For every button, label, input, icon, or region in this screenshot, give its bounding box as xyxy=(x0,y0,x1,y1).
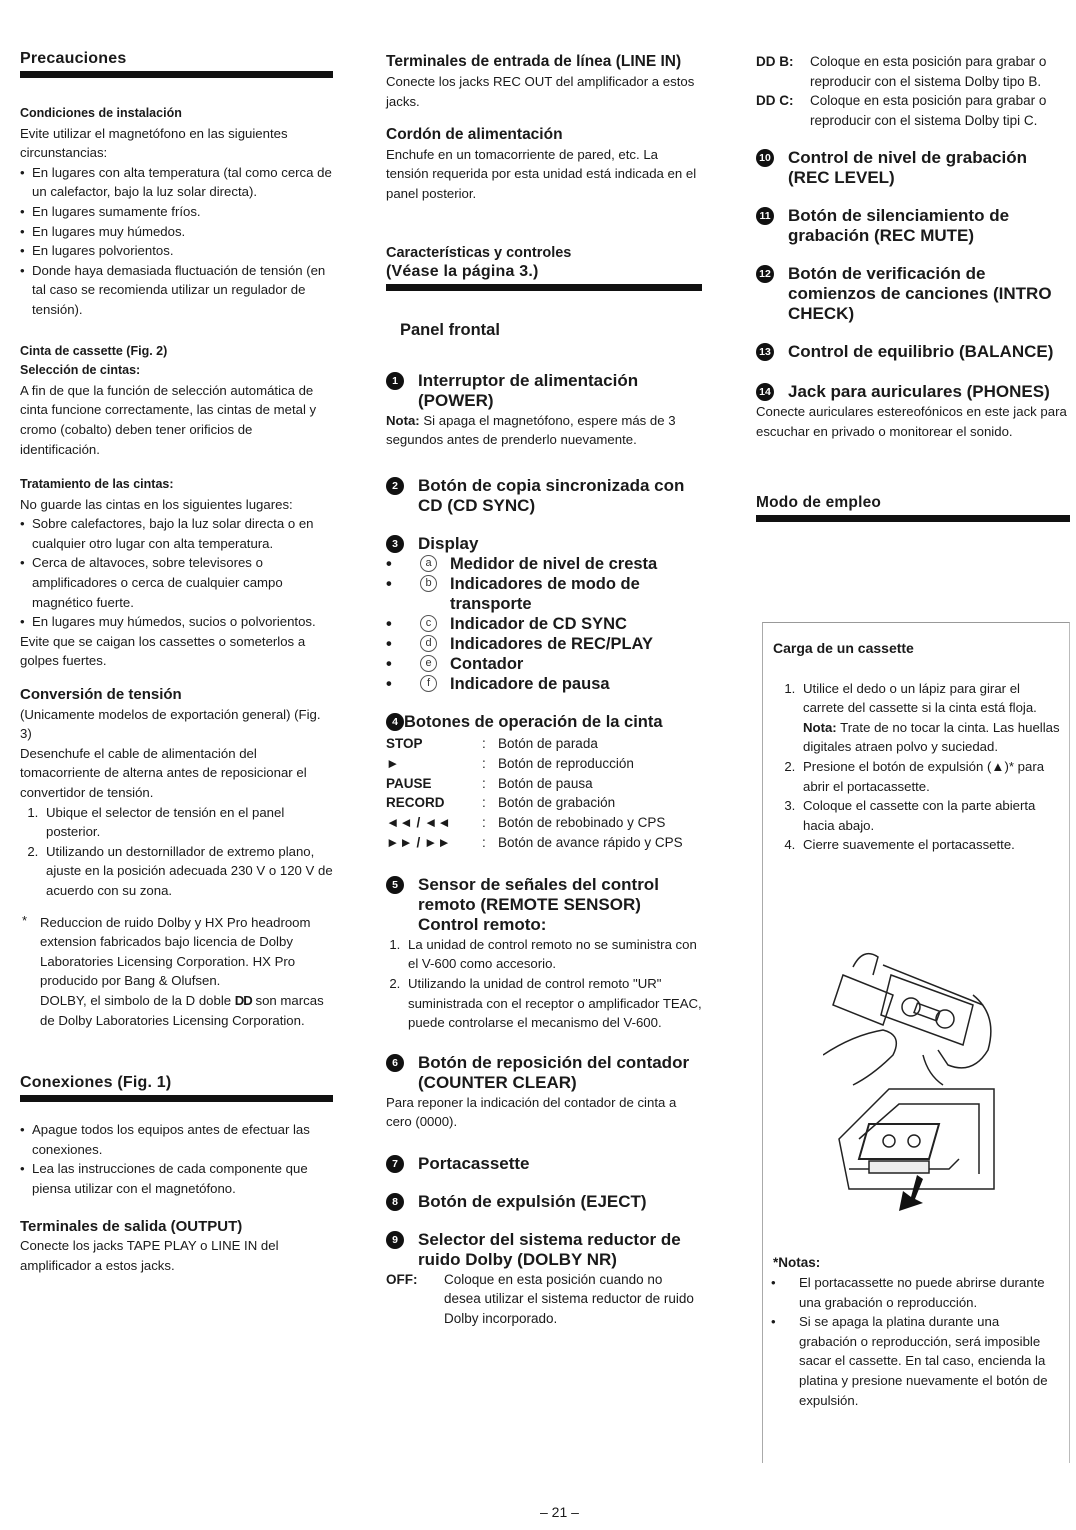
section-title-precauciones: Precauciones xyxy=(20,50,333,78)
dolby-logo-icon: DD xyxy=(234,992,252,1008)
section-title-conexiones: Conexiones (Fig. 1) xyxy=(20,1074,333,1102)
display-item xyxy=(386,574,702,614)
item-number-badge: 4 xyxy=(386,713,404,731)
dolby-off-row xyxy=(386,1270,702,1329)
item-portacassette xyxy=(386,1154,702,1174)
list-item: • En lugares polvorientos. xyxy=(20,241,333,261)
item-display xyxy=(386,534,702,554)
tratamiento-end: Evite que se caigan los cassettes o someterlos a golpes fuertes. xyxy=(20,633,306,669)
subheading-linein: Terminales de entrada de línea (LINE IN) xyxy=(386,53,682,70)
key-name: RECORD xyxy=(386,795,445,811)
list-item: • En lugares muy húmedos, sucios o polvorientos. xyxy=(20,612,333,632)
list-item: 2. Utilizando la unidad de control remoto "UR" suministrada con el receptor o amplificador TEAC, puede controlarse el mecanismo del V-600. xyxy=(404,974,702,1033)
item-number-badge: 6 xyxy=(386,1054,404,1072)
list-item: • Si se apaga la platina durante una grabación o reproducción, será imposible sacar el cassette. En tal caso, encienda la platina y presione nuevamente el botón de expulsión. xyxy=(771,1312,1057,1410)
option-text: Coloque en esta posición para grabar o reproducir con el sistema Dolby tipi C. xyxy=(810,93,1047,128)
item-number-badge: 14 xyxy=(756,383,774,401)
item-title: Selector del sistema reductor de ruido Dolby (DOLBY NR) xyxy=(418,1229,681,1269)
list-item: 4. Cierre suavemente el portacassette. xyxy=(799,835,1061,855)
display-item-label: Contador xyxy=(450,654,524,673)
key-desc: Botón de avance rápido y CPS xyxy=(498,834,683,850)
column-2 xyxy=(386,0,702,1329)
table-row xyxy=(386,813,683,833)
item-number-badge: 10 xyxy=(756,149,774,167)
option-key: DD B: xyxy=(756,54,794,69)
dolby-b-row xyxy=(756,52,1070,91)
conversion-steps xyxy=(20,803,333,901)
list-item xyxy=(799,679,1061,757)
circled-letter: • a xyxy=(420,555,437,572)
display-item-label: Medidor de nivel de cresta xyxy=(450,554,658,573)
footnote-star: * xyxy=(22,912,28,928)
dolby-note-2a: DOLBY, el simbolo de la D doble xyxy=(40,992,232,1008)
circled-letter: • f xyxy=(420,675,437,692)
item-title: Control de nivel de grabación (REC LEVEL) xyxy=(788,148,1027,188)
item-balance xyxy=(756,342,1070,362)
list-item: • Sobre calefactores, bajo la luz solar directa o en cualquier otro lugar con alta temperatura. xyxy=(20,514,333,553)
dolby-footnote xyxy=(20,913,333,1031)
key-desc: Botón de pausa xyxy=(498,775,593,791)
item-rec-mute xyxy=(756,206,1070,246)
cassette-winding-illustration xyxy=(823,935,1003,1095)
caract-title-2: (Véase la página 3.) xyxy=(386,263,702,291)
subheading-tratamiento: Tratamiento de las cintas: xyxy=(20,477,174,492)
table-row xyxy=(386,754,683,774)
list-item: 3. Coloque el cassette con la parte abierta hacia abajo. xyxy=(799,796,1061,835)
notas-list xyxy=(771,1273,1057,1410)
list-item: • En lugares sumamente fríos. xyxy=(20,202,333,222)
subheading-seleccion: Selección de cintas: xyxy=(20,363,141,378)
list-item: • Cerca de altavoces, sobre televisores o amplificadores o cerca de cualquier campo magnético fuerte. xyxy=(20,553,333,612)
subheading-cordon: Cordón de alimentación xyxy=(386,126,563,144)
step-text: Utilice el dedo o un lápiz para girar el carrete del cassette si la cinta está floja. xyxy=(803,680,1037,716)
key-sep: : xyxy=(482,795,486,811)
display-item-label: Indicadore de pausa xyxy=(450,674,610,693)
list-item: 2. Presione el botón de expulsión (▲)* para abrir el portacassette. xyxy=(799,757,1061,796)
circled-letter: • d xyxy=(420,635,437,652)
display-sublist xyxy=(386,554,702,694)
section-title-modo: Modo de empleo xyxy=(756,494,1070,522)
instalacion-list xyxy=(20,163,333,320)
option-text: Coloque en esta posición cuando no desea utilizar el sistema reductor de ruido Dolby incorporado. xyxy=(444,1271,694,1327)
item-number-badge: 9 xyxy=(386,1231,404,1249)
column-1 xyxy=(20,0,333,1275)
panel-frontal-title: Panel frontal xyxy=(400,321,500,340)
key-sep: : xyxy=(482,815,486,831)
notas-title: *Notas: xyxy=(773,1255,821,1270)
key-sep: : xyxy=(482,735,486,751)
table-row xyxy=(386,734,683,754)
item-number-badge: 13 xyxy=(756,343,774,361)
instalacion-intro: Evite utilizar el magnetófono en las siguientes circunstancias: xyxy=(20,125,288,161)
item-title: Portacassette xyxy=(418,1153,530,1173)
cordon-text: Enchufe en un tomacorriente de pared, etc. La tensión requerida por esta unidad está indicada en el panel posterior. xyxy=(386,146,697,201)
item-title: Botón de reposición del contador (COUNTER CLEAR) xyxy=(418,1052,690,1092)
item-phones xyxy=(756,382,1070,402)
output-text: Conecte los jacks TAPE PLAY o LINE IN del amplificador a estos jacks. xyxy=(20,1238,279,1273)
key-desc: Botón de parada xyxy=(498,735,598,751)
conversion-text: Desenchufe el cable de alimentación del tomacorriente de alterna antes de reposicionar el convertidor de tensión. xyxy=(20,745,307,800)
item-number-badge: 8 xyxy=(386,1193,404,1211)
item-number-badge: 5 xyxy=(386,876,404,894)
display-item-label: Indicadores de REC/PLAY xyxy=(450,634,653,653)
seleccion-text: A fin de que la función de selección automática de cinta funcione correctamente, las cintas de metal y cromo (cobalto) deben tener orificios de identificación. xyxy=(20,382,317,457)
item-title: Botón de silenciamiento de grabación (REC MUTE) xyxy=(788,206,1010,246)
key-name: ► xyxy=(386,755,400,771)
remote-steps xyxy=(386,935,702,1033)
cassette-insert-illustration xyxy=(829,1079,999,1219)
item-intro-check xyxy=(756,264,1070,324)
key-sep: : xyxy=(482,755,486,771)
item-title: Sensor de señales del control remoto (REMOTE SENSOR) xyxy=(418,874,659,914)
display-item xyxy=(386,654,702,674)
tape-keys-table xyxy=(386,734,683,853)
key-desc: Botón de grabación xyxy=(498,795,616,811)
dolby-note-2b: son marcas de Dolby Laboratories Licensing Corporation. xyxy=(40,992,324,1028)
display-item-label: Indicadores de modo de transporte xyxy=(450,574,640,613)
item-number-badge: 7 xyxy=(386,1155,404,1173)
linein-text: Conecte los jacks REC OUT del amplificador a estos jacks. xyxy=(386,74,695,109)
caract-title-1: Características y controles xyxy=(386,244,572,261)
key-name: PAUSE xyxy=(386,775,432,791)
subheading-cinta: Cinta de cassette (Fig. 2) xyxy=(20,343,168,358)
item-title: Botones de operación de la cinta xyxy=(404,712,663,731)
list-item: • Lea las instrucciones de cada componente que piensa utilizar con el magnetófono. xyxy=(20,1159,333,1198)
option-text: Coloque en esta posición para grabar o reproducir con el sistema Dolby tipo B. xyxy=(810,54,1047,89)
display-item xyxy=(386,674,702,694)
key-name: STOP xyxy=(386,735,423,751)
item-power xyxy=(386,371,702,411)
table-row xyxy=(386,793,683,813)
list-item: • En lugares muy húmedos. xyxy=(20,222,333,242)
item-cd-sync xyxy=(386,476,702,516)
conversion-note: (Unicamente modelos de exportación general) (Fig. 3) xyxy=(20,706,321,742)
item-title: Control de equilibrio (BALANCE) xyxy=(788,342,1054,362)
item-number-badge: 3 xyxy=(386,535,404,553)
key-desc: Botón de reproducción xyxy=(498,755,634,771)
item-title: Botón de copia sincronizada con CD (CD SYNC) xyxy=(418,475,685,515)
note-label: Nota: xyxy=(386,412,420,428)
item-title: Display xyxy=(418,533,479,553)
dolby-note: Reduccion de ruido Dolby y HX Pro headroom extension fabricados bajo licencia de Dolby Laboratories Licensing Corporation. HX Pro producido por Bang & Olufsen. xyxy=(40,914,311,989)
item-rec-level xyxy=(756,148,1070,188)
item-number-badge: 1 xyxy=(386,372,404,390)
page-number: – 21 – xyxy=(540,1504,579,1520)
tratamiento-intro: No guarde las cintas en los siguientes lugares: xyxy=(20,496,293,512)
list-item: • En lugares con alta temperatura (tal como cerca de un calefactor, bajo la luz solar directa). xyxy=(20,163,333,202)
list-item: • El portacassette no puede abrirse durante una grabación o reproducción. xyxy=(771,1273,1057,1312)
note-text: Trate de no tocar la cinta. Las huellas digitales atraen polvo y suciedad. xyxy=(803,719,1060,755)
key-sep: : xyxy=(482,775,486,791)
dolby-note-2 xyxy=(40,991,333,1030)
item-title: Botón de verificación de comienzos de canciones (INTRO CHECK) xyxy=(788,264,1052,324)
key-sep: : xyxy=(482,834,486,850)
item-title: Botón de expulsión (EJECT) xyxy=(418,1191,647,1211)
list-item: 1. La unidad de control remoto no se suministra con el V-600 como accesorio. xyxy=(404,935,702,974)
option-key: OFF: xyxy=(386,1271,418,1287)
key-desc: Botón de rebobinado y CPS xyxy=(498,815,666,831)
display-item xyxy=(386,634,702,654)
carga-steps xyxy=(763,679,1069,855)
item-counter-clear xyxy=(386,1053,702,1093)
item-dolby-nr xyxy=(386,1230,702,1270)
item-number-badge: 11 xyxy=(756,207,774,225)
power-note xyxy=(386,411,702,450)
item-eject xyxy=(386,1192,702,1212)
item-title: Jack para auriculares (PHONES) xyxy=(788,382,1050,402)
counter-clear-text: Para reponer la indicación del contador de cinta a cero (0000). xyxy=(386,1094,677,1130)
tratamiento-list xyxy=(20,514,333,632)
display-item xyxy=(386,554,702,574)
subheading-output: Terminales de salida (OUTPUT) xyxy=(20,1217,243,1235)
table-row xyxy=(386,833,683,853)
dolby-c-row xyxy=(756,91,1070,130)
key-name: ►► / ►► xyxy=(386,834,451,850)
item-tape-buttons xyxy=(386,712,702,732)
table-row xyxy=(386,774,683,794)
list-item: • Apague todos los equipos antes de efectuar las conexiones. xyxy=(20,1120,333,1159)
item-title: Interruptor de alimentación (POWER) xyxy=(418,370,639,410)
carga-box xyxy=(762,622,1070,1463)
display-item xyxy=(386,614,702,634)
list-item: • Donde haya demasiada fluctuación de tensión (en tal caso se recomienda utilizar un regulador de tensión). xyxy=(20,261,333,320)
conexiones-list xyxy=(20,1120,333,1198)
power-note-text: Si apaga el magnetófono, espere más de 3 segundos antes de prenderlo nuevamente. xyxy=(386,412,676,448)
note-label: Nota: xyxy=(803,719,837,735)
circled-letter: • c xyxy=(420,615,437,632)
item-number-badge: 12 xyxy=(756,265,774,283)
item-subtitle: Control remoto: xyxy=(418,914,547,934)
column-3 xyxy=(756,0,1070,522)
item-number-badge: 2 xyxy=(386,477,404,495)
phones-text: Conecte auriculares estereofónicos en este jack para escuchar en privado o monitorear el sonido. xyxy=(756,404,1067,439)
circled-letter: • e xyxy=(420,655,437,672)
item-remote-sensor xyxy=(386,875,702,935)
subheading-conversion: Conversión de tensión xyxy=(20,686,182,704)
list-item: 1. Ubique el selector de tensión en el panel posterior. xyxy=(42,803,333,842)
display-item-label: Indicador de CD SYNC xyxy=(450,614,627,633)
option-key: DD C: xyxy=(756,93,794,109)
carga-title: Carga de un cassette xyxy=(773,640,914,656)
circled-letter: • b xyxy=(420,575,437,592)
subheading-instalacion: Condiciones de instalación xyxy=(20,106,182,120)
list-item: 2. Utilizando un destornillador de extremo plano, ajuste en la posición adecuada 230 V o 120 V de acuerdo con su zona. xyxy=(42,842,333,901)
key-name: ◄◄ / ◄◄ xyxy=(386,815,451,831)
